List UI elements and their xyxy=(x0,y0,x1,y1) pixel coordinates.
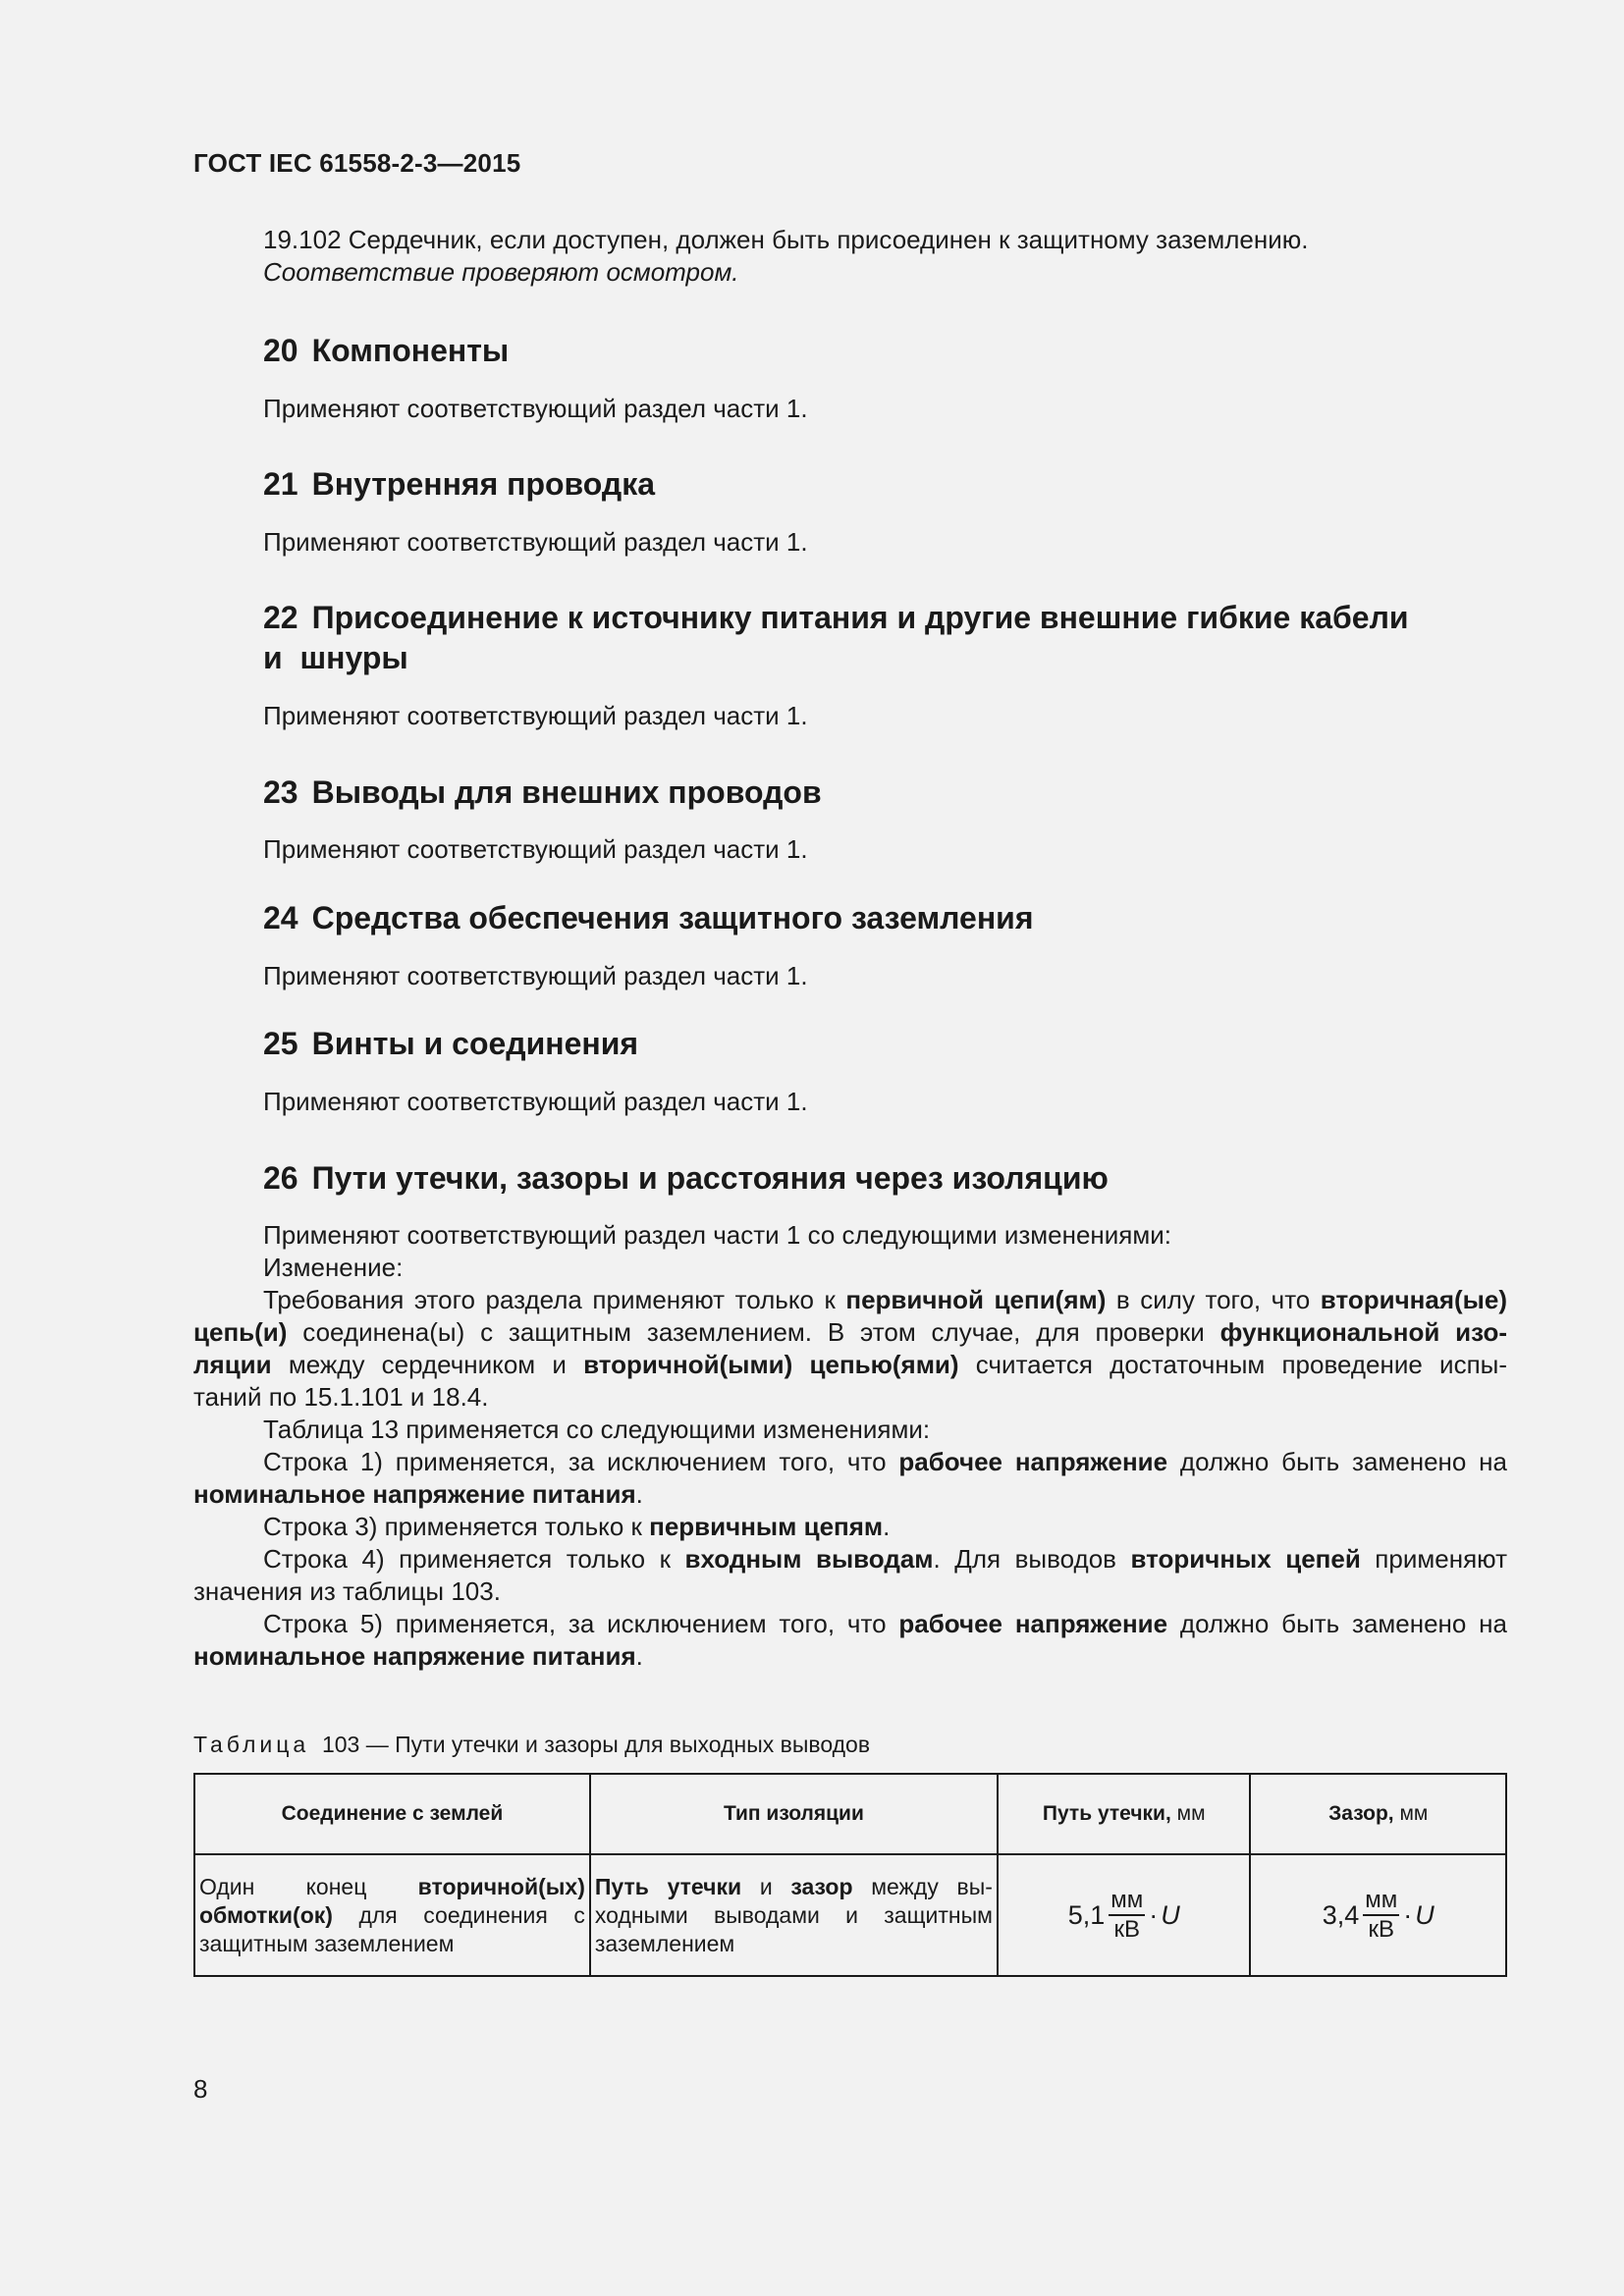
req-text: Требования этого раздела применяют только к xyxy=(263,1285,846,1314)
section-title: Внутренняя проводка xyxy=(311,466,656,502)
section-26-row3 xyxy=(193,1511,1507,1543)
clearance-coefficient: 3,4 xyxy=(1322,1899,1360,1930)
cell-earth-connection xyxy=(194,1854,590,1976)
section-26-heading xyxy=(263,1158,1510,1199)
header-insulation-type: Тип изоляции xyxy=(590,1774,998,1854)
section-title: Выводы для внешних проводов xyxy=(311,774,822,810)
section-20-heading xyxy=(263,331,1510,371)
term-secondary-circuits: вторичных цепей xyxy=(1130,1544,1361,1574)
req-text: между сердечником и xyxy=(271,1350,584,1379)
caption-text: 103 — Пути утечки и зазоры для выходных выводов xyxy=(321,1732,871,1757)
section-20-body: Применяют соответствующий раздел части 1. xyxy=(263,394,808,423)
section-24-body: Применяют соответствующий раздел части 1. xyxy=(263,961,808,990)
section-number: 25 xyxy=(263,1026,298,1061)
req-text: соединена(ы) с защитным заземлением. В этом случае, для проверки xyxy=(287,1317,1220,1347)
header-clearance xyxy=(1250,1774,1506,1854)
row-text: значения из таблицы 103. xyxy=(193,1576,501,1606)
section-title: Присоединение к источнику питания и другие внешние гибкие кабели xyxy=(311,600,1409,635)
header-earth-connection: Соединение с землей xyxy=(194,1774,590,1854)
cell-text: между выходными выводами и защитным заземлением xyxy=(594,1873,993,1956)
section-23-heading xyxy=(263,773,1510,813)
document-header-id: ГОСТ IEC 61558-2-3—2015 xyxy=(193,148,521,178)
section-26-body xyxy=(193,1219,1507,1673)
header-clearance-label: Зазор, xyxy=(1328,1802,1394,1825)
term-secondary: вторичной(ых) xyxy=(417,1873,585,1899)
section-25-body: Применяют соответствующий раздел части 1. xyxy=(263,1087,808,1116)
term-winding: обмотки(ок) xyxy=(199,1901,333,1928)
clearance-formula xyxy=(1255,1887,1501,1944)
term-creepage: Путь утечки xyxy=(594,1873,742,1899)
page-number: 8 xyxy=(193,2074,208,2104)
req-text: считается достаточным проведение испы- xyxy=(958,1350,1507,1379)
section-title: Пути утечки, зазоры и расстояния через изоляцию xyxy=(311,1160,1109,1196)
unit-denominator: кВ xyxy=(1368,1916,1394,1943)
section-22-heading xyxy=(263,598,1510,678)
multiply-dot: · xyxy=(1149,1899,1159,1930)
section-21-heading xyxy=(263,464,1510,505)
cell-creepage xyxy=(998,1854,1251,1976)
row-text: . xyxy=(635,1641,643,1671)
term-primary-circuit: первичной цепи(ям) xyxy=(845,1285,1107,1314)
multiply-dot: · xyxy=(1403,1899,1413,1930)
section-26-intro: Применяют соответствующий раздел части 1 со следующими изменениями: xyxy=(263,1220,1172,1250)
section-title: Компоненты xyxy=(311,333,510,368)
term-working-voltage: рабочее напряжение xyxy=(898,1609,1168,1638)
req-text: таний по 15.1.101 и 18.4. xyxy=(193,1382,489,1412)
row-text: . Для выводов xyxy=(933,1544,1131,1574)
voltage-variable: U xyxy=(1415,1899,1435,1930)
section-24-heading xyxy=(263,898,1510,938)
term-rated-supply-voltage: номинальное напряжение питания xyxy=(193,1641,636,1671)
section-number: 26 xyxy=(263,1160,298,1196)
row-text: Строка 5) применяется, за исключением того, что xyxy=(263,1609,899,1638)
cell-text: и xyxy=(741,1873,791,1899)
term-secondary-circuits: вторичной(ыми) цепью(ями) xyxy=(583,1350,959,1379)
section-22-body: Применяют соответствующий раздел части 1. xyxy=(263,701,808,730)
clause-19-102-text: 19.102 Сердечник, если доступен, должен быть присоединен к защитному заземлению. xyxy=(263,225,1309,254)
cell-text: Один конец xyxy=(199,1873,418,1899)
term-functional-insulation: функциональной изо- xyxy=(1219,1317,1507,1347)
section-26-change-label: Изменение: xyxy=(263,1253,404,1282)
section-number: 21 xyxy=(263,466,298,502)
caption-word: Таблица xyxy=(193,1732,310,1757)
row-text: Строка 1) применяется, за исключением того, что xyxy=(263,1447,899,1476)
cell-insulation-type xyxy=(590,1854,998,1976)
row-text: должно быть заменено на xyxy=(1167,1609,1508,1638)
creepage-formula xyxy=(1002,1887,1246,1944)
section-title: Средства обеспечения защитного заземления xyxy=(311,900,1034,935)
unit-fraction xyxy=(1109,1887,1145,1944)
header-creepage-label: Путь утечки, xyxy=(1042,1802,1171,1825)
unit-denominator: кВ xyxy=(1113,1916,1140,1943)
row-text: должно быть заменено на xyxy=(1167,1447,1508,1476)
section-25-heading xyxy=(263,1024,1510,1064)
req-text: в силу того, что xyxy=(1106,1285,1321,1314)
table-header-row xyxy=(194,1774,1506,1854)
section-26-row5 xyxy=(193,1608,1507,1673)
unit-fraction xyxy=(1363,1887,1399,1944)
table-103-caption xyxy=(193,1732,870,1758)
row-text: Строка 4) применяется только к xyxy=(263,1544,685,1574)
section-26-table13: Таблица 13 применяется со следующими изменениями: xyxy=(263,1415,931,1444)
cell-text: для соединения с защитным заземлением xyxy=(199,1901,585,1956)
term-rated-supply-voltage: номинальное напряжение питания xyxy=(193,1479,636,1509)
row-text: . xyxy=(883,1512,891,1541)
section-number: 24 xyxy=(263,900,298,935)
header-creepage xyxy=(998,1774,1251,1854)
term-primary-circuits: первичным цепям xyxy=(649,1512,884,1541)
table-103 xyxy=(193,1773,1507,1977)
term-clearance: зазор xyxy=(790,1873,853,1899)
term-input-terminals: входным выводам xyxy=(684,1544,934,1574)
unit-numerator: мм xyxy=(1109,1887,1145,1916)
section-number: 20 xyxy=(263,333,298,368)
row-text: применяют xyxy=(1360,1544,1507,1574)
section-26-requirement xyxy=(193,1284,1507,1414)
row-text: . xyxy=(635,1479,643,1509)
section-number: 23 xyxy=(263,774,298,810)
voltage-variable: U xyxy=(1161,1899,1180,1930)
term-insulation-end: ляции xyxy=(193,1350,272,1379)
header-clearance-unit: мм xyxy=(1399,1802,1429,1825)
section-number: 22 xyxy=(263,600,298,635)
header-creepage-unit: мм xyxy=(1176,1802,1206,1825)
cell-clearance xyxy=(1250,1854,1506,1976)
section-title-line2: и шнуры xyxy=(263,640,408,675)
term-secondary: вторичная(ые) xyxy=(1320,1285,1507,1314)
section-26-row4 xyxy=(193,1543,1507,1608)
term-working-voltage: рабочее напряжение xyxy=(898,1447,1168,1476)
table-row xyxy=(194,1854,1506,1976)
section-26-row1 xyxy=(193,1446,1507,1511)
term-circuit: цепь(и) xyxy=(193,1317,288,1347)
clause-19-102-check: Соответствие проверяют осмотром. xyxy=(263,257,739,287)
row-text: Строка 3) применяется только к xyxy=(263,1512,650,1541)
creepage-coefficient: 5,1 xyxy=(1067,1899,1106,1930)
clause-19-102 xyxy=(263,224,1308,289)
section-21-body: Применяют соответствующий раздел части 1. xyxy=(263,527,808,557)
section-23-body: Применяют соответствующий раздел части 1. xyxy=(263,834,808,864)
section-title: Винты и соединения xyxy=(311,1026,639,1061)
unit-numerator: мм xyxy=(1363,1887,1399,1916)
